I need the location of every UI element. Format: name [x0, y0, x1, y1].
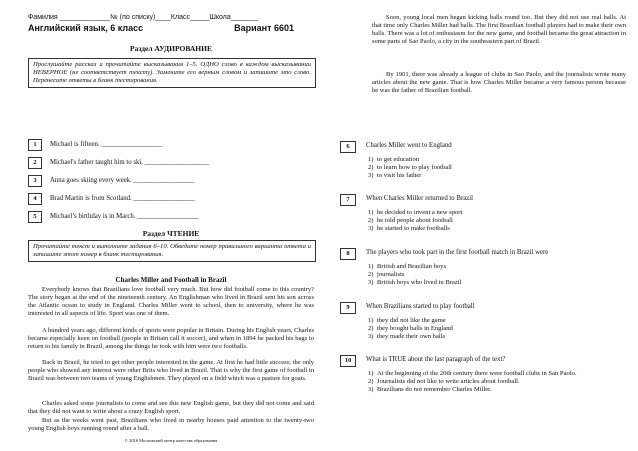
- reading-paragraph: Soon, young local men began kicking balls round too. But they did not use real balls. At that time only Charles Miller had balls. The first Brazilian football players had to make their own balls. There was a lot of enthusiasm for the new game, and football became the great attraction in some parts of Sao Paolo, a city in the southeastern part of Brazil.: [372, 14, 626, 46]
- question-block: [340, 302, 626, 342]
- task-number: 3: [28, 175, 42, 187]
- task-number: 5: [28, 211, 42, 223]
- task-row: [28, 211, 314, 222]
- question-number: 9: [340, 302, 356, 314]
- question-text: When Brazilians started to play football: [366, 303, 475, 310]
- question-text: What is TRUE about the last paragraph of the text?: [366, 356, 506, 363]
- question-number: 8: [340, 248, 356, 260]
- answer-option[interactable]: 3) to visit his father: [368, 172, 422, 180]
- answer-option[interactable]: 3) British boys who lived in Brazil: [368, 279, 462, 287]
- question-number: 10: [340, 355, 356, 367]
- listening-instruction: Прослушайте рассказ и прочитайте высказывания 1–5. ОДНО слово в каждом высказывании НЕВЕРНОЕ (не соответствует тексту). Замените его верным словом и запишите это слово. Перенесите ответы в бланк тестирования.: [28, 58, 316, 88]
- reading-text-title: Charles Miller and Football in Brazil: [115, 276, 227, 284]
- task-row: [28, 139, 314, 150]
- answer-option[interactable]: 3) they made their own balls: [368, 333, 446, 341]
- header-bar: [28, 23, 314, 33]
- reading-paragraph: By 1901, there was already a league of clubs in Sao Paolo, and the journalists wrote many articles about the new game. That is how Charles Miller became a very famous person because he was the father of Brazilian football.: [372, 71, 626, 95]
- task-row: [28, 193, 314, 204]
- answer-option[interactable]: 1) he decided to invent a new sport: [368, 209, 463, 216]
- task-row: [28, 157, 314, 168]
- answer-option[interactable]: 1) to get education: [368, 156, 420, 163]
- task-text: Michael is fifteen. __________________: [50, 141, 163, 148]
- answer-option[interactable]: 2) he told people about football: [368, 217, 453, 225]
- variant-label: Вариант 6601: [234, 23, 294, 33]
- question-block: [340, 141, 626, 181]
- answer-option[interactable]: 3) Brazilians do not remember Charles Miller.: [368, 386, 492, 394]
- answer-option[interactable]: 2) to learn how to play football: [368, 164, 452, 172]
- student-info-line: Фамилия _____________№ (по списку)____Класс_____Школа_______: [28, 14, 258, 21]
- reading-instruction: Прочитайте текст и выполните задания 6–10. Обведите номер правильного варианта ответа и запишите этот номер в бланк тестирования.: [28, 240, 316, 262]
- task-text: Michael’s birthday is in March. __________________: [50, 213, 199, 220]
- question-text: The players who took part in the first football match in Brazil were: [366, 249, 549, 256]
- task-number: 2: [28, 157, 42, 169]
- task-text: Anna goes skiing every week. __________________: [50, 177, 195, 184]
- answer-option[interactable]: 2) journalists: [368, 271, 405, 279]
- reading-section-title: Раздел ЧТЕНИЕ: [142, 229, 200, 238]
- answer-option[interactable]: 1) they did not like the game: [368, 317, 446, 324]
- reading-paragraph: But as the weeks went past, Brazilians who lived in nearby houses paid attention to the twenty-two young English boys running round after a ball.: [28, 417, 314, 433]
- question-text: Charles Miller went to England: [366, 142, 452, 149]
- task-number: 4: [28, 193, 42, 205]
- task-text: Brad Martin is from Scotland. __________________: [50, 195, 195, 202]
- question-block: [340, 194, 626, 234]
- reading-paragraph: A hundred years ago, different kinds of sports were popular in Britain. During his English years, Charles became especially keen on football (people in Britain call it soccer), and when in 1894 he packed his bags to return to his family in Brazil, among the things he took with him were two footballs.: [28, 327, 314, 351]
- reading-paragraph: Back in Brazil, he tried to get other people interested in the game. At first he had little success; the only people who showed any interest were other Brits who lived in Brazil. That is why the first game of football in Brazil was between two teams of young Englishmen. They played on a field which was a pasture for goats.: [28, 359, 314, 383]
- reading-paragraph: Charles asked some journalists to come and see this new English game, but they did not come and said that they did not want to write about a crazy English sport.: [28, 400, 314, 416]
- question-number: 6: [340, 141, 356, 153]
- answer-option[interactable]: 2) they bought balls in England: [368, 325, 453, 333]
- question-number: 7: [340, 194, 356, 206]
- task-row: [28, 175, 314, 186]
- answer-option[interactable]: 2) Journalists did not like to write articles about football.: [368, 378, 520, 386]
- question-text: When Charles Miller returned to Brazil: [366, 195, 474, 202]
- answer-option[interactable]: 1) At the beginning of the 20th century there were football clubs in San Paolo.: [368, 370, 577, 377]
- question-block: [340, 355, 626, 395]
- answer-option[interactable]: 3) he started to make footballs: [368, 225, 450, 233]
- listening-section-title: Раздел АУДИРОВАНИЕ: [130, 44, 212, 53]
- task-number: 1: [28, 139, 42, 151]
- copyright-footer: © 2016 Московский центр качества образования: [124, 438, 218, 443]
- reading-paragraph: Everybody knows that Brazilians love football very much. But how did football come to this country? The story began at the end of the nineteenth century. An Englishman who lived in Brazil sent his son across the Atlantic ocean to study in England. Charles Miller went to school, then to university, where he was interested in all aspects of life. Sport was one of them.: [28, 286, 314, 318]
- answer-option[interactable]: 1) British and Brazilian boys: [368, 263, 447, 270]
- question-block: [340, 248, 626, 288]
- subject-title: Английский язык, 6 класс: [28, 23, 144, 33]
- task-text: Michael's father taught him to ski. ___________________: [50, 159, 210, 166]
